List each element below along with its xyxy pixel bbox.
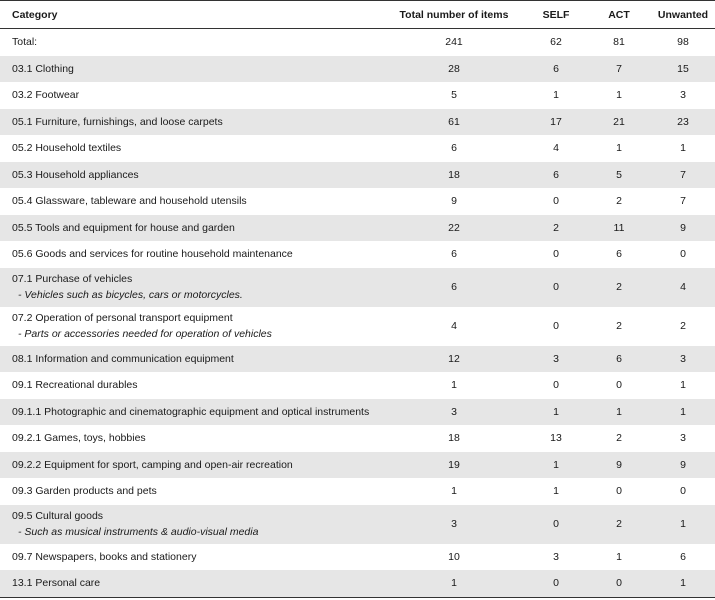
cell-act: 0 [616,485,622,498]
cell-act: 7 [587,56,651,83]
cell-total: 10 [448,550,460,563]
cell-total: 9 [451,195,457,208]
cell-category [0,162,383,189]
cell-category [0,215,383,242]
cell-category [0,346,383,373]
cell-category [0,109,383,136]
category-note: - Such as musical instruments & audio-visual media [18,526,259,538]
header-total: Total number of items [383,1,525,29]
cell-category [0,307,383,346]
cell-self: 0 [525,268,587,307]
cell-self: 1 [525,452,587,479]
cell-self: 13 [550,432,562,445]
table-row [0,346,715,373]
category-label: 07.2 Operation of personal transport equipment [12,312,233,324]
header-self: SELF [525,1,587,29]
cell-act: 1 [587,399,651,426]
cell-total: 18 [383,162,525,189]
cell-unwanted: 23 [651,109,715,136]
cell-category [0,372,383,399]
header-unwanted: Unwanted [651,1,715,29]
category-label: 08.1 Information and communication equipment [12,352,234,365]
category-label: 09.1.1 Photographic and cinematographic equipment and optical instruments [12,405,370,418]
category-label: 05.5 Tools and equipment for house and garden [12,221,235,234]
table-row [0,241,715,268]
cell-self: 3 [553,550,559,563]
cell-act: 2 [616,432,622,445]
cell-unwanted: 7 [651,162,715,189]
cell-self: 0 [553,379,559,392]
table-row [0,544,715,571]
cell-unwanted: 9 [651,452,715,479]
table-row [0,372,715,399]
cell-act: 1 [616,550,622,563]
cell-category [0,425,383,452]
category-label: 13.1 Personal care [12,577,101,590]
cell-category [0,570,383,597]
cell-unwanted: 3 [651,346,715,373]
table-row [0,82,715,109]
table-row [0,29,715,56]
cell-total: 3 [383,399,525,426]
category-label: 03.2 Footwear [12,89,80,102]
table-row [0,399,715,426]
cell-act: 1 [616,142,622,155]
cell-act: 2 [616,195,622,208]
cell-self: 62 [550,36,562,49]
category-note: - Parts or accessories needed for operation of vehicles [18,328,272,340]
category-label: 05.6 Goods and services for routine household maintenance [12,248,293,261]
cell-self: 17 [525,109,587,136]
cell-self: 0 [553,195,559,208]
cell-total: 4 [451,320,457,332]
category-label: 09.2.2 Equipment for sport, camping and open-air recreation [12,458,293,471]
cell-total: 12 [383,346,525,373]
cell-total: 18 [448,432,460,445]
cell-category [0,478,383,505]
category-label: 09.3 Garden products and pets [12,485,157,498]
cell-self: 1 [525,399,587,426]
cell-unwanted: 3 [680,89,686,102]
category-label: 09.2.1 Games, toys, hobbies [12,432,146,445]
category-label: 07.1 Purchase of vehicles [12,273,133,285]
category-label: 05.2 Household textiles [12,142,122,155]
table-row [0,268,715,307]
cell-self: 0 [525,570,587,597]
table-row [0,109,715,136]
cell-unwanted: 0 [680,485,686,498]
cell-unwanted: 4 [651,268,715,307]
cell-total: 61 [383,109,525,136]
cell-act: 0 [587,570,651,597]
cell-category [0,452,383,479]
cell-category [0,56,383,83]
category-label: 03.1 Clothing [12,62,74,75]
cell-act: 21 [587,109,651,136]
cell-unwanted: 1 [651,505,715,544]
cell-unwanted: 1 [680,142,686,155]
category-label: 05.1 Furniture, furnishings, and loose carpets [12,115,223,128]
cell-category [0,399,383,426]
cell-self: 1 [553,485,559,498]
cell-category [0,82,383,109]
cell-total: 6 [451,142,457,155]
cell-unwanted: 7 [680,195,686,208]
table-row [0,215,715,242]
cell-unwanted: 1 [680,379,686,392]
cell-total: 3 [383,505,525,544]
cell-act: 81 [613,36,625,49]
category-label: 09.7 Newspapers, books and stationery [12,550,197,563]
cell-self: 0 [553,320,559,332]
cell-total: 19 [383,452,525,479]
cell-total: 1 [451,379,457,392]
cell-act: 5 [587,162,651,189]
cell-total: 1 [383,570,525,597]
cell-unwanted: 6 [680,550,686,563]
cell-category [0,188,383,215]
cell-unwanted: 2 [680,320,686,332]
cell-act: 0 [616,379,622,392]
cell-total: 6 [451,248,457,261]
table-row [0,425,715,452]
cell-unwanted: 3 [680,432,686,445]
cell-total: 241 [445,36,463,49]
cell-self: 2 [525,215,587,242]
category-label: 05.4 Glassware, tableware and household utensils [12,195,247,208]
table-row [0,505,715,544]
cell-unwanted: 98 [677,36,689,49]
header-row [0,1,715,29]
cell-unwanted: 9 [651,215,715,242]
cell-act: 9 [587,452,651,479]
cell-self: 0 [553,248,559,261]
table-row [0,452,715,479]
cell-unwanted: 1 [651,399,715,426]
cell-category [0,544,383,571]
cell-self: 1 [553,89,559,102]
cell-self: 3 [525,346,587,373]
cell-self: 6 [525,56,587,83]
table-row [0,478,715,505]
cell-self: 4 [553,142,559,155]
cell-category [0,268,383,307]
cell-unwanted: 1 [651,570,715,597]
cell-total: 1 [451,485,457,498]
cell-total: 22 [383,215,525,242]
category-label: 09.1 Recreational durables [12,379,138,392]
cell-act: 6 [587,346,651,373]
category-note: - Vehicles such as bicycles, cars or motorcycles. [18,289,243,301]
cell-act: 2 [587,268,651,307]
cell-act: 11 [587,215,651,242]
cell-act: 2 [616,320,622,332]
category-label: 09.5 Cultural goods [12,510,104,522]
cell-unwanted: 15 [651,56,715,83]
cell-category [0,241,383,268]
cell-category [0,505,383,544]
table-row [0,570,715,597]
table-row [0,135,715,162]
cell-total: 6 [383,268,525,307]
cell-category [0,29,383,56]
cell-self: 6 [525,162,587,189]
cell-category [0,135,383,162]
cell-unwanted: 0 [680,248,686,261]
table-row [0,307,715,346]
cell-act: 6 [616,248,622,261]
header-act: ACT [587,1,651,29]
cell-total: 28 [383,56,525,83]
cell-act: 2 [587,505,651,544]
header-category: Category [0,1,383,29]
table-row [0,56,715,83]
table-row [0,188,715,215]
cell-act: 1 [616,89,622,102]
category-label: 05.3 Household appliances [12,168,139,181]
category-label: Total: [12,36,38,49]
table-body [0,29,715,598]
cell-total: 5 [451,89,457,102]
cell-self: 0 [525,505,587,544]
table-row [0,162,715,189]
